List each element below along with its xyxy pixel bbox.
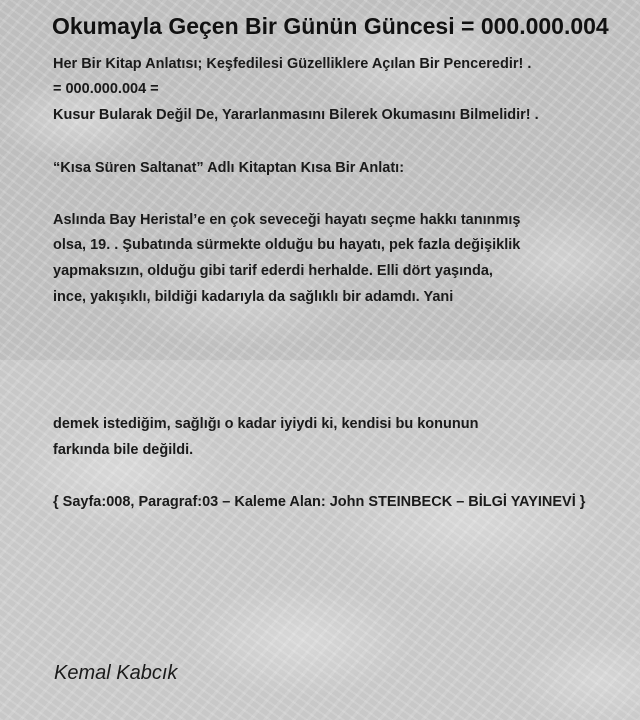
intro-line-3: Kusur Bularak Değil De, Yararlanmasını Bilerek Okumasını Bilmelidir! . [53, 107, 539, 123]
paragraph-line: ince, yakışıklı, bildiği kadarıyla da sağlıklı bir adamdı. Yani [53, 289, 454, 305]
excerpt-heading: “Kısa Süren Saltanat” Adlı Kitaptan Kısa Bir Anlatı: [53, 160, 405, 176]
source-citation: { Sayfa:008, Paragraf:03 – Kaleme Alan: John STEINBECK – BİLGİ YAYINEVİ } [53, 494, 586, 510]
paragraph-line: Aslında Bay Heristal’e en çok seveceği hayatı seçme hakkı tanınmış [53, 212, 521, 228]
intro-line-2: = 000.000.004 = [53, 81, 159, 97]
paragraph-line: farkında bile değildi. [53, 442, 194, 458]
page-title: Okumayla Geçen Bir Günün Güncesi = 000.000.004 [52, 13, 609, 39]
paragraph-line: yapmaksızın, olduğu gibi tarif ederdi herhalde. Elli dört yaşında, [53, 263, 493, 279]
intro-line-1: Her Bir Kitap Anlatısı; Keşfedilesi Güzelliklere Açılan Bir Penceredir! . [53, 56, 532, 72]
paragraph-line: demek istediğim, sağlığı o kadar iyiydi ki, kendisi bu konunun [53, 416, 479, 432]
author-signature: Kemal Kabcık [54, 662, 178, 684]
paragraph-line: olsa, 19. . Şubatında sürmekte olduğu bu hayatı, pek fazla değişiklik [53, 237, 521, 253]
